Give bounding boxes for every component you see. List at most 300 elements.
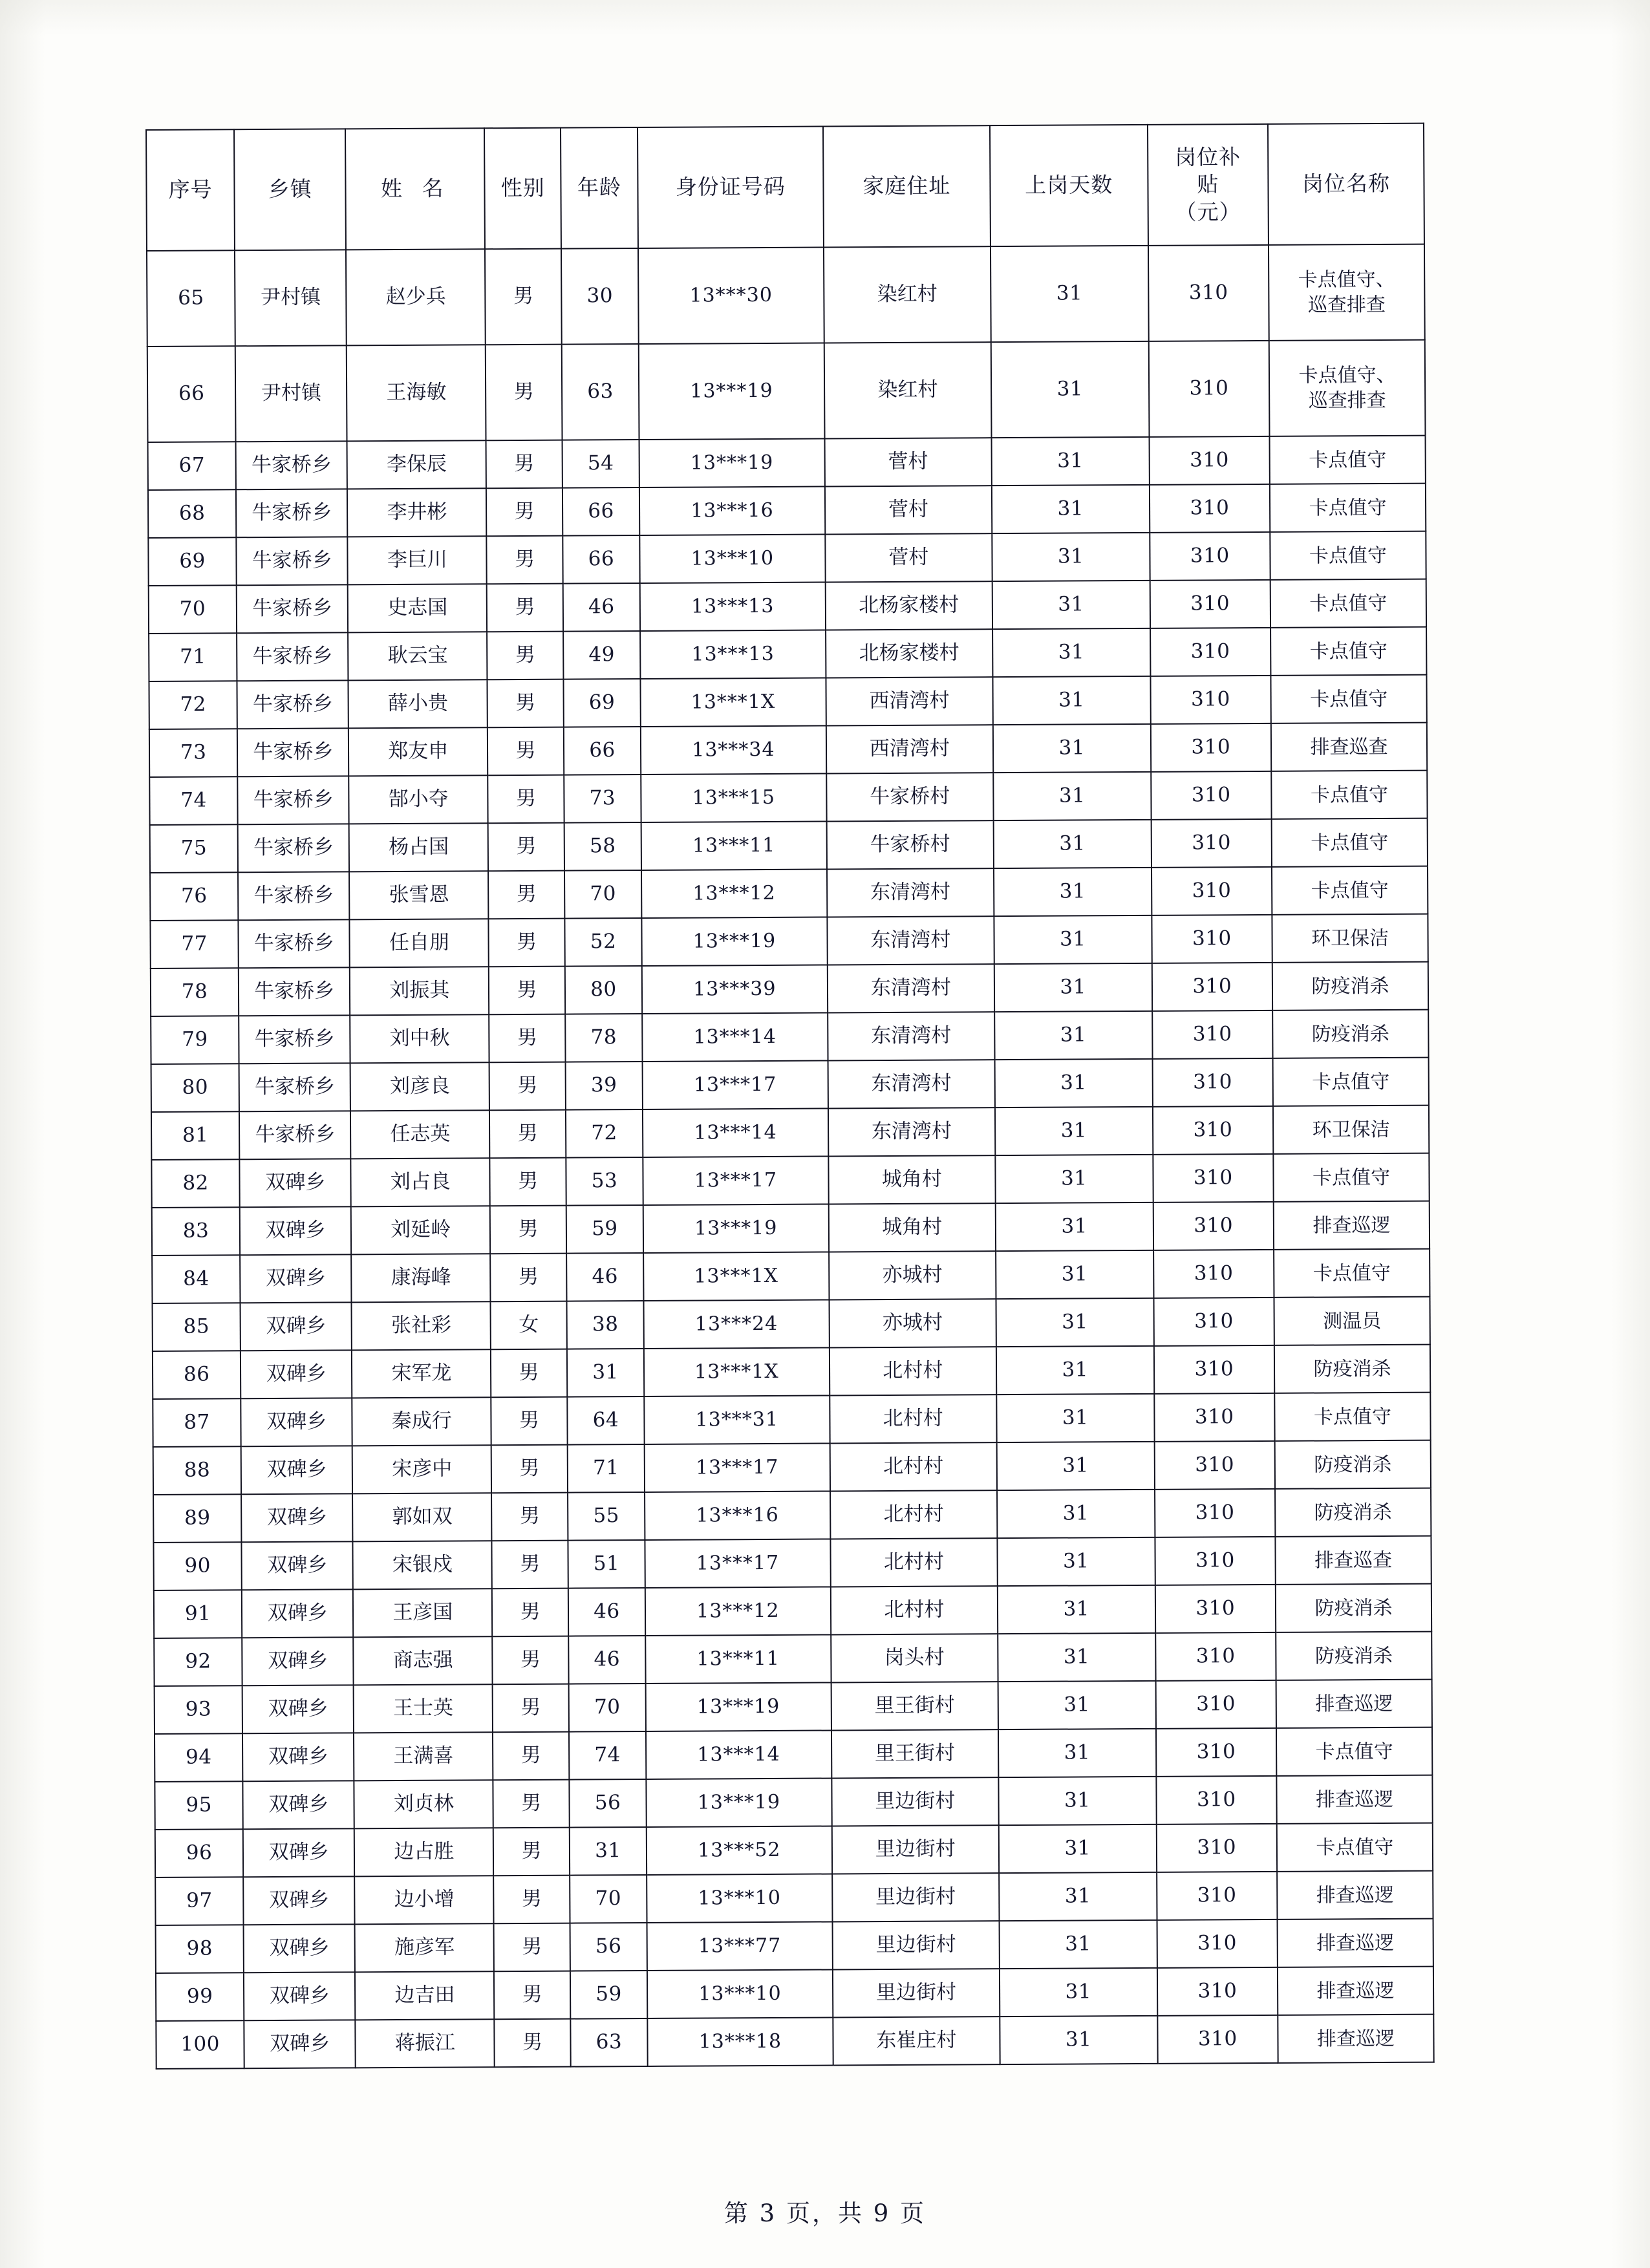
post-line: 巡查排查	[1307, 293, 1386, 317]
town-cell: 双碑乡	[244, 1972, 355, 2020]
sex-cell: 男	[493, 1684, 569, 1733]
address-cell: 西清湾村	[826, 725, 993, 773]
town-cell: 双碑乡	[244, 1924, 355, 1973]
name-cell: 杨占国	[349, 823, 488, 872]
post-cell	[1275, 1440, 1431, 1489]
age-cell: 63	[570, 2018, 647, 2067]
name-cell: 薛小贵	[348, 679, 488, 728]
sex-cell: 男	[488, 775, 564, 824]
table-row	[153, 1488, 1431, 1543]
sex-cell: 男	[487, 536, 563, 584]
age-cell: 70	[569, 1684, 646, 1732]
post-line: 排查巡逻	[1316, 1931, 1395, 1955]
id-cell: 13***19	[639, 439, 824, 488]
post-line: 卡点值守	[1309, 544, 1388, 568]
table-row	[153, 1536, 1431, 1590]
name-cell: 刘彦良	[350, 1062, 489, 1111]
id-cell: 13***24	[643, 1300, 829, 1349]
table-row	[147, 340, 1426, 442]
id-cell: 13***34	[641, 726, 826, 775]
address-cell: 北杨家楼村	[826, 629, 992, 678]
table-row	[155, 1823, 1433, 1878]
days-cell: 31	[998, 1633, 1155, 1682]
sex-cell: 男	[490, 1206, 566, 1254]
table-row	[153, 1297, 1430, 1351]
table-row	[149, 579, 1426, 634]
post-cell	[1271, 723, 1427, 771]
address-cell: 菅村	[825, 486, 992, 534]
post-cell	[1274, 1297, 1430, 1345]
post-cell	[1270, 579, 1426, 628]
table-row	[154, 1584, 1431, 1638]
post-cell	[1272, 866, 1428, 915]
table-row	[148, 531, 1426, 586]
post-cell	[1276, 1584, 1431, 1632]
post-cell	[1270, 627, 1426, 676]
age-cell: 70	[564, 870, 641, 919]
post-cell	[1269, 340, 1426, 436]
table-row	[154, 1632, 1431, 1686]
address-cell: 亦城村	[829, 1299, 996, 1347]
name-cell: 任志英	[350, 1110, 489, 1159]
address-cell: 里边街村	[831, 1777, 998, 1826]
age-cell: 31	[567, 1349, 644, 1397]
sex-cell: 男	[493, 1732, 569, 1781]
address-cell: 菅村	[825, 533, 992, 582]
table-body	[147, 244, 1434, 2069]
post-line: 卡点值守	[1316, 1835, 1394, 1859]
days-cell: 31	[996, 1250, 1153, 1299]
town-cell: 牛家桥乡	[239, 967, 350, 1016]
column-header-id: 身份证号码	[638, 127, 824, 248]
town-cell: 牛家桥乡	[237, 776, 348, 824]
town-cell: 双碑乡	[241, 1302, 352, 1351]
subsidy-cell: 310	[1155, 1632, 1276, 1681]
sex-cell: 男	[493, 1780, 570, 1828]
post-cell	[1278, 1919, 1433, 1967]
table-row	[149, 771, 1427, 825]
days-cell: 31	[994, 868, 1152, 916]
address-cell: 亦城村	[829, 1251, 996, 1300]
post-cell	[1274, 1249, 1430, 1298]
name-cell: 宋彦中	[352, 1445, 491, 1493]
days-cell: 31	[1000, 2016, 1157, 2064]
name-cell: 李保辰	[347, 440, 486, 489]
id-cell: 13***10	[639, 535, 825, 584]
subsidy-cell: 310	[1150, 723, 1271, 772]
seq-cell: 70	[149, 585, 237, 634]
post-line: 排查巡逻	[1312, 1214, 1391, 1237]
column-header-address: 家庭住址	[823, 125, 991, 247]
address-cell: 北村村	[830, 1538, 997, 1587]
post-line: 卡点值守	[1310, 783, 1389, 807]
seq-cell: 87	[153, 1398, 241, 1447]
table-row	[156, 1967, 1433, 2021]
address-cell: 北村村	[831, 1586, 998, 1634]
sex-cell: 男	[487, 584, 563, 632]
id-cell: 13***11	[641, 821, 827, 870]
subsidy-cell: 310	[1156, 1776, 1277, 1824]
address-cell: 东清湾村	[828, 1060, 994, 1108]
address-cell: 里边街村	[832, 1921, 999, 1969]
subsidy-cell: 310	[1152, 867, 1272, 915]
days-cell: 31	[1000, 1968, 1157, 2017]
days-cell: 31	[992, 676, 1150, 725]
days-cell: 31	[993, 724, 1151, 773]
post-line: 防疫消杀	[1313, 1357, 1391, 1381]
name-cell: 刘延岭	[351, 1206, 490, 1254]
seq-cell: 91	[154, 1590, 242, 1638]
sex-cell: 男	[487, 632, 563, 680]
table-row	[147, 244, 1425, 347]
address-cell: 西清湾村	[826, 677, 992, 725]
post-line: 排查巡逻	[1316, 2027, 1395, 2051]
address-cell: 里边街村	[832, 1825, 999, 1874]
days-cell: 31	[992, 485, 1150, 533]
name-cell: 刘振其	[350, 967, 489, 1015]
post-cell	[1275, 1536, 1431, 1585]
id-cell: 13***11	[645, 1634, 831, 1684]
town-cell: 双碑乡	[242, 1685, 354, 1733]
address-cell: 东崔庄村	[833, 2017, 1000, 2065]
post-line: 防疫消杀	[1314, 1453, 1392, 1477]
subsidy-cell: 310	[1151, 771, 1272, 820]
post-cell	[1272, 818, 1428, 867]
seq-cell: 88	[153, 1446, 242, 1495]
roster-table	[145, 123, 1435, 2070]
address-cell: 城角村	[828, 1203, 995, 1252]
age-cell: 66	[562, 487, 639, 536]
days-cell: 31	[996, 1203, 1153, 1251]
subsidy-cell: 310	[1154, 1441, 1275, 1490]
sex-cell: 男	[494, 1971, 570, 2020]
age-cell: 51	[568, 1540, 645, 1589]
sex-cell: 男	[491, 1445, 568, 1493]
subsidy-cell: 310	[1157, 2015, 1278, 2064]
address-cell: 东清湾村	[827, 916, 994, 965]
days-cell: 31	[995, 1107, 1153, 1155]
id-cell: 13***1X	[643, 1252, 829, 1301]
town-cell: 尹村镇	[235, 345, 347, 442]
seq-cell: 72	[149, 681, 237, 729]
sex-cell: 男	[491, 1397, 568, 1446]
age-cell: 64	[567, 1396, 644, 1445]
table-row	[151, 962, 1428, 1016]
sex-cell: 男	[486, 440, 562, 489]
id-cell: 13***17	[643, 1156, 828, 1205]
seq-cell: 83	[152, 1207, 241, 1256]
table-row	[153, 1393, 1430, 1447]
name-cell: 郭如双	[352, 1493, 491, 1541]
name-cell: 边占胜	[354, 1828, 493, 1876]
table-row	[156, 2015, 1433, 2069]
seq-cell: 74	[149, 776, 238, 825]
id-cell: 13***19	[646, 1682, 831, 1731]
sex-cell: 男	[489, 1062, 566, 1111]
days-cell: 31	[999, 1872, 1157, 1921]
days-cell: 31	[998, 1777, 1156, 1825]
name-cell: 宋银戍	[353, 1541, 492, 1589]
days-cell: 31	[993, 820, 1151, 868]
table-row	[150, 866, 1428, 921]
column-header-name: 姓 名	[345, 128, 485, 250]
table-row	[152, 1201, 1430, 1256]
post-cell	[1269, 244, 1425, 341]
seq-cell: 68	[148, 489, 237, 538]
post-cell	[1277, 1823, 1433, 1872]
post-line: 排查巡查	[1310, 735, 1388, 759]
name-cell: 王彦国	[353, 1589, 492, 1637]
post-line: 卡点值守	[1311, 879, 1389, 903]
subsidy-cell: 310	[1148, 341, 1269, 437]
age-cell: 46	[568, 1636, 645, 1684]
sex-cell: 男	[489, 1110, 566, 1159]
town-cell: 牛家桥乡	[239, 919, 350, 968]
town-cell: 双碑乡	[242, 1589, 353, 1638]
post-cell	[1272, 914, 1428, 963]
sex-cell: 男	[491, 1493, 568, 1541]
subsidy-header-line3: （元）	[1175, 198, 1241, 225]
table-row	[151, 1010, 1428, 1064]
seq-cell: 85	[153, 1303, 241, 1351]
sex-cell: 男	[488, 679, 564, 728]
age-cell: 59	[570, 1971, 647, 2019]
post-line: 排查巡逻	[1316, 1979, 1395, 2003]
town-cell: 双碑乡	[242, 1541, 353, 1590]
column-header-seq: 序号	[146, 129, 235, 251]
post-cell	[1277, 1871, 1433, 1920]
post-line: 排查巡逻	[1315, 1788, 1394, 1812]
name-cell: 李巨川	[348, 536, 487, 584]
address-cell: 北村村	[830, 1442, 996, 1491]
town-cell: 双碑乡	[241, 1446, 352, 1494]
table-row	[150, 914, 1428, 968]
name-cell: 刘中秋	[350, 1014, 489, 1063]
address-cell: 牛家桥村	[826, 820, 993, 869]
post-cell	[1276, 1632, 1431, 1680]
table-row	[149, 723, 1427, 777]
subsidy-cell: 310	[1151, 819, 1272, 868]
days-cell: 31	[992, 581, 1150, 629]
table-header	[146, 123, 1424, 251]
post-line: 排查巡逻	[1315, 1692, 1393, 1716]
id-cell: 13***19	[641, 917, 827, 966]
subsidy-cell: 310	[1152, 915, 1272, 963]
post-cell	[1273, 1153, 1429, 1202]
days-cell: 31	[995, 1155, 1153, 1203]
subsidy-cell: 310	[1149, 436, 1270, 485]
post-cell	[1272, 962, 1428, 1011]
id-cell: 13***18	[647, 2017, 833, 2066]
town-cell: 牛家桥乡	[237, 632, 348, 681]
id-cell: 13***30	[638, 248, 824, 344]
name-cell: 李井彬	[347, 488, 486, 537]
id-cell: 13***19	[639, 343, 825, 440]
town-cell: 双碑乡	[241, 1398, 352, 1446]
id-cell: 13***14	[643, 1108, 828, 1157]
seq-cell: 90	[153, 1542, 242, 1590]
subsidy-cell: 310	[1148, 245, 1269, 341]
town-cell: 牛家桥乡	[237, 537, 348, 585]
post-cell	[1275, 1488, 1431, 1537]
age-cell: 70	[570, 1875, 647, 1923]
post-line: 卡点值守	[1312, 1166, 1391, 1190]
id-cell: 13***1X	[644, 1347, 830, 1396]
sex-cell: 男	[489, 967, 565, 1015]
sex-cell: 男	[490, 1254, 566, 1302]
sex-cell: 男	[488, 727, 564, 776]
seq-cell: 67	[148, 442, 237, 490]
name-cell: 王海敏	[347, 345, 486, 441]
subsidy-cell: 310	[1155, 1489, 1276, 1537]
sex-cell: 男	[494, 1923, 570, 1972]
subsidy-cell: 310	[1150, 532, 1270, 581]
address-cell: 里边街村	[832, 1873, 999, 1921]
post-line: 巡查排查	[1308, 389, 1386, 412]
post-cell	[1270, 436, 1426, 484]
town-cell: 双碑乡	[241, 1350, 352, 1398]
table-row	[151, 1106, 1429, 1160]
town-cell: 牛家桥乡	[236, 441, 347, 489]
sex-cell: 男	[494, 1876, 570, 1924]
age-cell: 80	[565, 966, 642, 1014]
address-cell: 染红村	[824, 246, 991, 343]
id-cell: 13***12	[645, 1587, 831, 1636]
address-cell: 里边街村	[833, 1969, 1000, 2017]
table-row	[155, 1775, 1432, 1830]
seq-cell: 69	[148, 537, 237, 586]
sex-cell: 男	[489, 919, 565, 967]
post-line: 防疫消杀	[1314, 1596, 1393, 1620]
post-cell	[1278, 1967, 1433, 2015]
post-line: 卡点值守、	[1298, 363, 1396, 387]
name-cell: 康海峰	[351, 1254, 490, 1302]
seq-cell: 66	[147, 346, 236, 442]
subsidy-cell: 310	[1153, 1345, 1274, 1394]
post-cell	[1270, 675, 1426, 723]
column-header-days: 上岗天数	[990, 125, 1148, 246]
address-cell: 菅村	[824, 438, 991, 486]
table-row	[151, 1153, 1429, 1208]
age-cell: 63	[562, 344, 639, 440]
post-cell	[1272, 1010, 1428, 1058]
table-row	[153, 1440, 1431, 1495]
id-cell: 13***16	[639, 487, 825, 536]
sex-cell: 男	[486, 488, 562, 537]
days-cell: 31	[998, 1729, 1156, 1777]
subsidy-cell: 310	[1152, 963, 1272, 1011]
sex-cell: 男	[491, 1349, 567, 1398]
days-cell: 31	[993, 772, 1151, 820]
town-cell: 牛家桥乡	[239, 1015, 350, 1064]
days-cell: 31	[992, 628, 1150, 677]
town-cell: 双碑乡	[241, 1493, 352, 1542]
id-cell: 13***15	[641, 774, 826, 823]
age-cell: 53	[566, 1157, 643, 1206]
seq-cell: 97	[155, 1877, 244, 1925]
name-cell: 宋军龙	[352, 1349, 491, 1398]
id-cell: 13***17	[645, 1539, 830, 1588]
table-row	[148, 484, 1426, 538]
address-cell: 北村村	[830, 1347, 996, 1395]
post-line: 卡点值守	[1312, 1070, 1390, 1094]
column-header-post: 岗位名称	[1268, 123, 1424, 245]
subsidy-cell: 310	[1150, 676, 1271, 724]
days-cell: 31	[997, 1442, 1155, 1490]
name-cell: 张雪恩	[349, 871, 488, 919]
days-cell: 31	[994, 1011, 1152, 1060]
seq-cell: 65	[147, 250, 235, 347]
id-cell: 13***13	[640, 583, 826, 632]
subsidy-cell: 310	[1157, 1872, 1278, 1920]
town-cell: 牛家桥乡	[236, 489, 347, 537]
days-cell: 31	[992, 533, 1150, 581]
post-cell	[1270, 531, 1426, 580]
subsidy-cell: 310	[1150, 580, 1270, 628]
post-cell	[1273, 1106, 1429, 1154]
days-cell: 31	[994, 915, 1152, 964]
post-line: 测温员	[1323, 1309, 1382, 1332]
post-cell	[1271, 771, 1427, 819]
days-cell: 31	[996, 1298, 1153, 1347]
post-line: 卡点值守	[1310, 687, 1388, 711]
name-cell: 边吉田	[355, 1971, 494, 2020]
subsidy-cell: 310	[1153, 1154, 1274, 1203]
subsidy-cell: 310	[1150, 628, 1271, 676]
post-cell	[1276, 1775, 1432, 1824]
column-header-sex: 性别	[484, 128, 561, 250]
id-cell: 13***14	[642, 1012, 828, 1062]
seq-cell: 86	[153, 1351, 241, 1399]
subsidy-header-line2: 贴	[1197, 171, 1219, 197]
table-row	[151, 1058, 1429, 1112]
days-cell: 31	[998, 1681, 1155, 1729]
post-line: 卡点值守	[1309, 448, 1387, 472]
age-cell: 72	[566, 1109, 643, 1158]
sex-cell: 男	[490, 1158, 566, 1206]
seq-cell: 80	[151, 1064, 240, 1112]
age-cell: 55	[568, 1492, 645, 1541]
days-cell: 31	[999, 1824, 1157, 1873]
sex-cell: 男	[492, 1589, 568, 1637]
post-cell	[1274, 1201, 1430, 1250]
seq-cell: 99	[156, 1973, 244, 2021]
post-cell	[1274, 1393, 1430, 1441]
name-cell: 边小增	[354, 1876, 493, 1924]
id-cell: 13***10	[647, 1969, 833, 2018]
page-number-footer: 第 3 页，共 9 页	[723, 2199, 927, 2227]
id-cell: 13***17	[645, 1443, 830, 1492]
subsidy-header-line1: 岗位补	[1174, 144, 1241, 170]
name-cell: 史志国	[348, 584, 487, 632]
seq-cell: 93	[155, 1685, 243, 1734]
town-cell: 牛家桥乡	[237, 680, 348, 729]
town-cell: 双碑乡	[240, 1254, 351, 1303]
column-header-subsidy	[1148, 124, 1269, 246]
subsidy-cell: 310	[1156, 1824, 1277, 1872]
id-cell: 13***12	[641, 869, 827, 918]
age-cell: 31	[570, 1827, 647, 1876]
post-line: 卡点值守、	[1298, 268, 1395, 292]
seq-cell: 75	[150, 824, 239, 873]
town-cell: 双碑乡	[243, 1828, 354, 1877]
days-cell: 31	[994, 1059, 1152, 1107]
days-cell: 31	[996, 1394, 1154, 1442]
subsidy-cell: 310	[1153, 1106, 1274, 1155]
table-row	[155, 1871, 1433, 1925]
post-line: 环卫保洁	[1311, 926, 1389, 950]
seq-cell: 79	[151, 1016, 239, 1064]
